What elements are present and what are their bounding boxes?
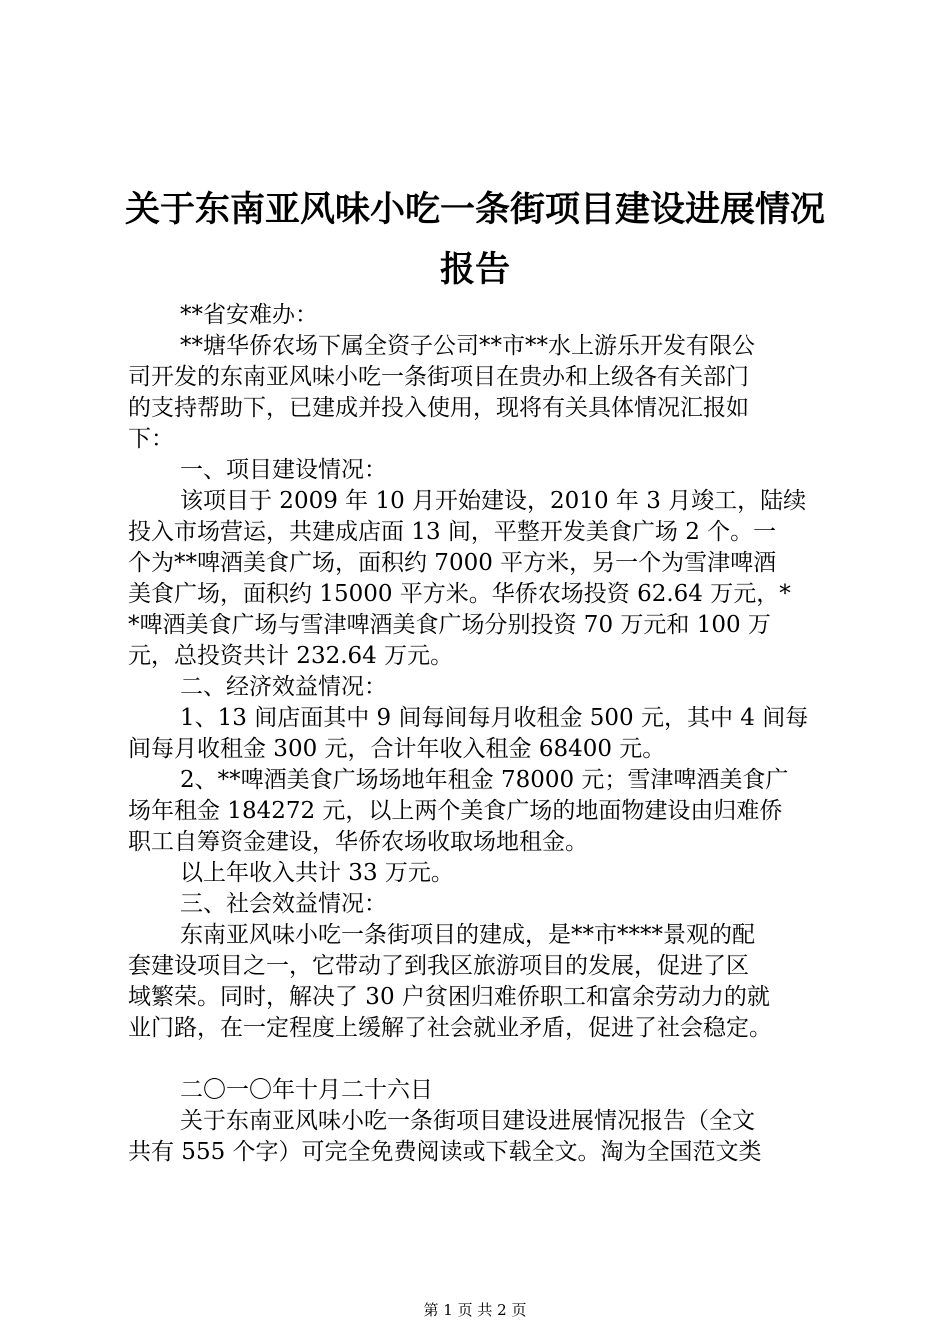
paragraph-line: 美食广场，面积约 15000 平方米。华侨农场投资 62.64 万元，* [128, 581, 791, 607]
paragraph-line: 2、**啤酒美食广场场地年租金 78000 元；雪津啤酒美食广 [180, 767, 789, 793]
document-title-line-1: 关于东南亚风味小吃一条街项目建设进展情况 [124, 190, 825, 230]
salutation: **省安难办： [180, 302, 318, 328]
paragraph-line: **塘华侨农场下属全资子公司**市**水上游乐开发有限公 [180, 333, 755, 359]
paragraph-line: 关于东南亚风味小吃一条街项目建设进展情况报告（全文 [180, 1108, 755, 1134]
section-heading: 一、项目建设情况： [180, 457, 387, 483]
paragraph-line: 司开发的东南亚风味小吃一条街项目在贵办和上级各有关部门 [128, 364, 749, 390]
paragraph-line: 间每月收租金 300 元，合计年收入租金 68400 元。 [128, 736, 666, 762]
page-footer: 第 1 页 共 2 页 [423, 1301, 527, 1319]
section-heading: 三、社会效益情况： [180, 891, 387, 917]
paragraph-line: 东南亚风味小吃一条街项目的建成，是**市****景观的配 [180, 922, 755, 948]
section-heading: 二、经济效益情况： [180, 674, 387, 700]
paragraph-line: 个为**啤酒美食广场，面积约 7000 平方米，另一个为雪津啤酒 [128, 550, 777, 576]
paragraph-line: *啤酒美食广场与雪津啤酒美食广场分别投资 70 万元和 100 万 [128, 612, 771, 638]
blank-line [128, 1044, 840, 1075]
paragraph-line: 元，总投资共计 232.64 万元。 [128, 643, 454, 669]
paragraph-line: 业门路，在一定程度上缓解了社会就业矛盾，促进了社会稳定。 [128, 1015, 772, 1041]
paragraph-line: 域繁荣。同时，解决了 30 户贫困归难侨职工和富余劳动力的就 [128, 984, 770, 1010]
paragraph-line: 以上年收入共计 33 万元。 [180, 860, 454, 886]
paragraph-line: 职工自筹资金建设，华侨农场收取场地租金。 [128, 829, 588, 855]
document-body [128, 300, 840, 1168]
paragraph-line: 投入市场营运，共建成店面 13 间，平整开发美食广场 2 个。一 [128, 519, 777, 545]
paragraph-line: 该项目于 2009 年 10 月开始建设，2010 年 3 月竣工，陆续 [180, 488, 807, 514]
paragraph-line: 套建设项目之一，它带动了到我区旅游项目的发展，促进了区 [128, 953, 749, 979]
paragraph-line: 下： [128, 426, 174, 452]
paragraph-line: 场年租金 184272 元，以上两个美食广场的地面物建设由归难侨 [128, 798, 783, 824]
date-line: 二〇一〇年十月二十六日 [180, 1077, 433, 1103]
paragraph-line: 的支持帮助下，已建成并投入使用，现将有关具体情况汇报如 [128, 395, 749, 421]
document-title-line-2: 报告 [439, 250, 510, 290]
paragraph-line: 共有 555 个字）可完全免费阅读或下载全文。淘为全国范文类 [128, 1139, 762, 1165]
paragraph-line: 1、13 间店面其中 9 间每间每月收租金 500 元，其中 4 间每 [180, 705, 809, 731]
